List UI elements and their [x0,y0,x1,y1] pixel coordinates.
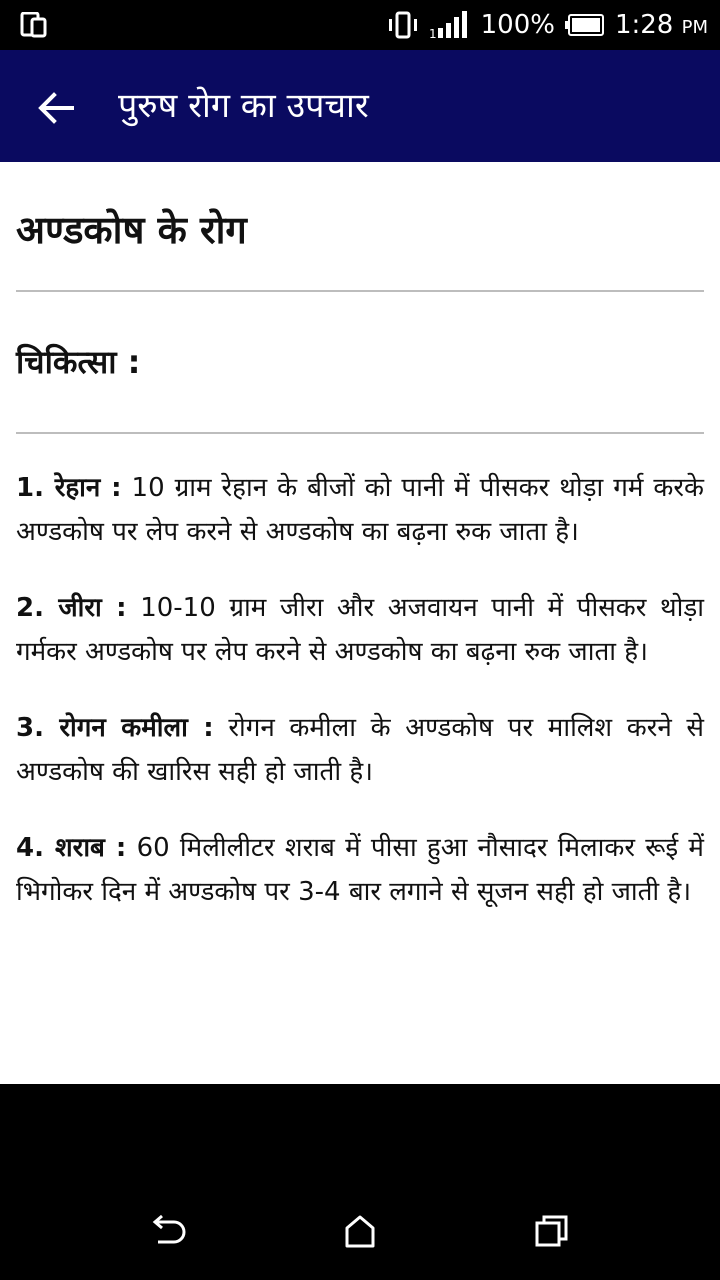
battery-percent: 100% [480,10,555,40]
section-title: चिकित्सा : [16,343,141,381]
status-right [387,0,708,50]
remedy-item [16,466,704,554]
remedy-label: 4. शराब : [16,833,127,863]
remedy-label: 2. जीरा : [16,593,127,623]
remedy-text: 10 ग्राम रेहान के बीजों को पानी में पीसकर थोड़ा गर्म करके अण्डकोष पर लेप करने से अण्डकोष का बढ़ना रुक जाता है। [16,473,704,547]
remedy-text: 60 मिलीलीटर शराब में पीसा हुआ नौसादर मिलाकर रूई में भिगोकर दिन में अण्डकोष पर 3-4 बार लगाने से सूजन सही हो जाती है। [16,833,704,907]
remedy-item [16,706,704,794]
article-content[interactable] [0,162,720,1084]
recents-icon[interactable] [528,1208,576,1256]
vibrate-icon [387,11,419,39]
home-icon[interactable] [336,1208,384,1256]
svg-text:1: 1 [428,27,437,40]
remedy-label: 1. रेहान : [16,473,122,503]
remedy-label: 3. रोगन कमीला : [16,713,214,743]
battery-icon [565,14,605,36]
remedy-item [16,826,704,914]
arrow-back-icon[interactable] [32,84,80,132]
clock-time: 1:28 [614,10,674,40]
divider [16,432,704,434]
page-title: अण्डकोष के रोग [16,208,247,252]
remedy-item [16,586,704,674]
clock-ampm: PM [681,17,708,38]
app-title: पुरुष रोग का उपचार [118,86,369,126]
signal-icon [429,10,471,40]
clock [615,10,708,40]
dual-sim-icon [20,12,48,38]
app-bar [0,50,720,162]
remedy-text: 10-10 ग्राम जीरा और अजवायन पानी में पीसकर थोड़ा गर्मकर अण्डकोष पर लेप करने से अण्डकोष का बढ़ना रुक जाता है। [16,593,704,667]
back-nav-icon[interactable] [144,1208,192,1256]
status-bar [0,0,720,50]
remedy-text: रोगन कमीला के अण्डकोष पर मालिश करने से अण्डकोष की खारिस सही हो जाती है। [16,713,704,787]
